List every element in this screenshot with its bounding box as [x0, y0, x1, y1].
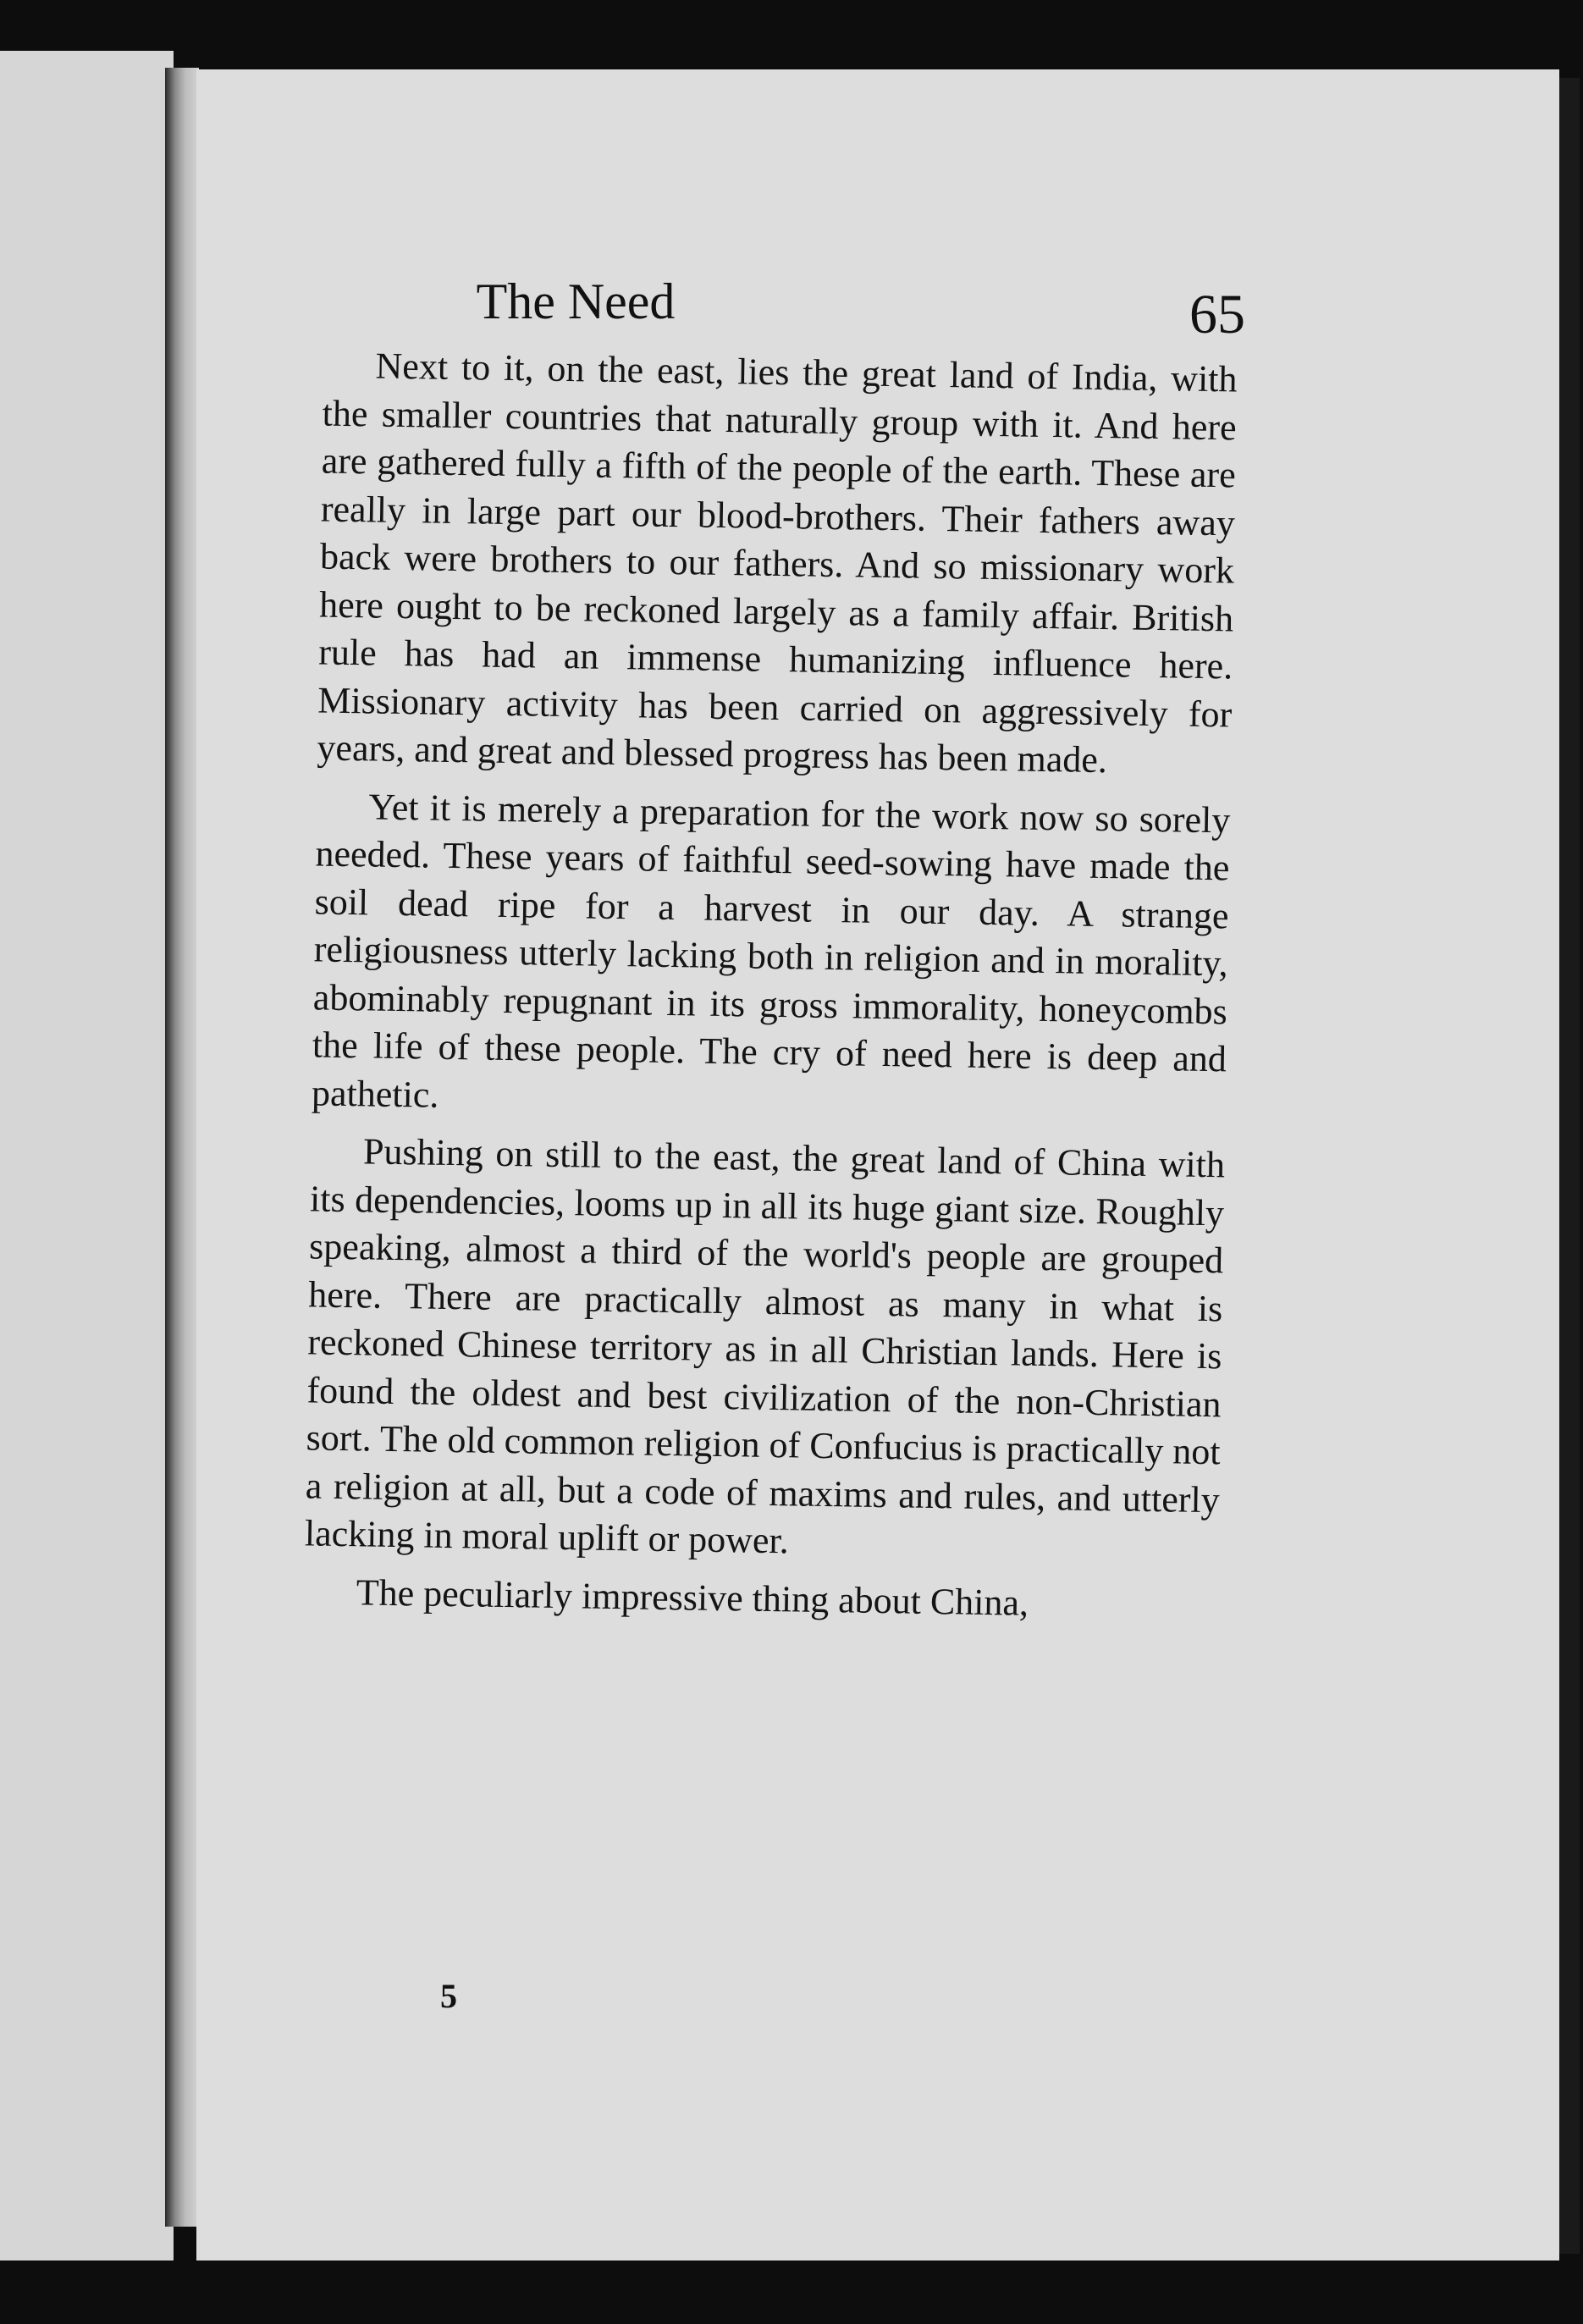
page-right-edge	[1559, 78, 1580, 2254]
book-gutter	[165, 68, 199, 2227]
paragraph-peculiar: The peculiarly impressive thing about China,	[356, 1570, 1029, 1624]
paragraph-india: Next to it, on the east, lies the great land of India, with the smaller countries that naturally group with it. And here are gathered fully a fifth of the people of the earth. These are really in large part our blood-brothers. Their fathers away back were brothers to our fathers. And so missionary work here ought to be reckoned largely as a family affair. British rule has had an immense humanizing influence here. Missionary activity has been carried on aggressively for years, and great and blessed progress has been made.	[317, 345, 1238, 781]
body-text	[303, 342, 1238, 1641]
paragraph-preparation: Yet it is merely a preparation for the work now so sorely needed. These years of faithful seed-sowing have made the soil dead ripe for a harvest in our day. A strange religiousness utterly lacking both in religion and in morality, abominably repugnant in its gross immorality, honeycombs the life of these people. The cry of need here is deep and pathetic.	[311, 785, 1231, 1116]
facing-page-edge	[0, 51, 174, 2261]
paragraph-china: Pushing on still to the east, the great land of China with its dependencies, looms up in all its huge giant size. Roughly speaking, almost a third of the world's people are grouped here. There are practically almost as many in what is reckoned Chinese territory as in all Christian lands. Here is found the oldest and best civilization of the non-Christian sort. The old common religion of Confucius is practically not a religion at all, but a code of maxims and rules, and utterly lacking in moral uplift or power.	[304, 1130, 1226, 1562]
running-title: The Need	[476, 273, 676, 329]
signature-mark: 5	[440, 1977, 457, 2015]
page-number: 65	[1189, 284, 1245, 345]
